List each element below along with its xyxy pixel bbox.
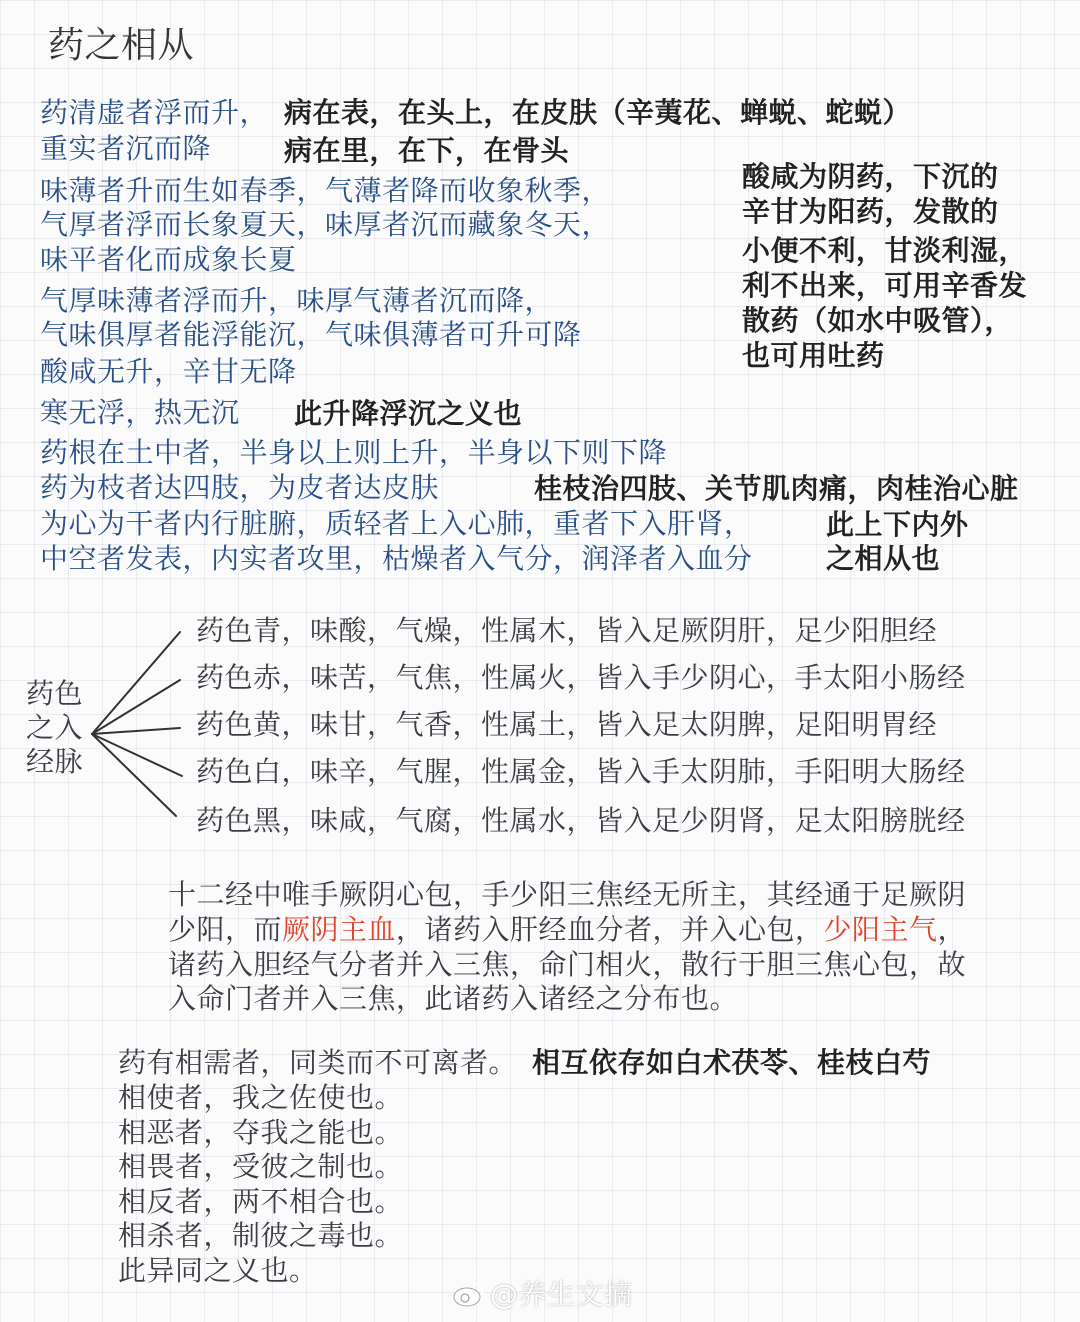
colors-label-line: 药色	[26, 677, 84, 710]
colors-label-line: 经脉	[26, 745, 84, 778]
line-9-blue: 寒无浮，热无沉	[40, 396, 240, 429]
relations-line-1-a: 药有相需者，同类而不可离者。	[118, 1046, 518, 1079]
line-13-blue: 中空者发表，内实者攻里，枯燥者入气分，润泽者入血分	[40, 542, 753, 575]
branch-line-3	[92, 728, 180, 734]
line-8: 酸咸无升，辛甘无降	[40, 355, 297, 388]
relations-line: 此异同之义也。	[118, 1254, 318, 1287]
color-item-white: 药色白，味辛，气腥，性属金，皆入手太阴肺，手阳明大肠经	[196, 755, 966, 788]
branch-line-4	[92, 734, 182, 776]
jueyin-blood-highlight: 厥阴主血	[282, 913, 397, 946]
branch-line-5	[92, 734, 176, 816]
line-11-blue: 药为枝者达四肢，为皮者达皮肤	[40, 471, 440, 504]
line-12-blue: 为心为干者内行脏腑，质轻者上入心肺，重者下入肝肾，	[40, 507, 753, 540]
line-2-black: 病在里，在下，在骨头	[284, 134, 570, 167]
branch-line-2	[92, 680, 180, 734]
line-4: 气厚者浮而长象夏天，味厚者沉而藏象冬天，	[40, 208, 611, 241]
line-1-black: 病在表，在头上，在皮肤（辛荑花、蝉蜕、蛇蜕）	[284, 96, 912, 129]
relations-line: 相畏者，受彼之制也。	[118, 1150, 404, 1183]
line-12-black: 此上下内外	[826, 508, 969, 541]
side-note-line: 辛甘为阳药，发散的	[742, 195, 999, 228]
twelve-line-2	[168, 913, 967, 946]
side-note-line: 利不出来，可用辛香发	[742, 269, 1028, 302]
twelve-line-2-a: 少阳，而	[168, 913, 283, 946]
side-note-line: 散药（如水中吸管），	[742, 304, 1014, 337]
side-note-line: 也可用吐药	[742, 339, 885, 372]
relations-line: 相恶者，夺我之能也。	[118, 1116, 404, 1149]
line-9-black: 此升降浮沉之义也	[294, 397, 523, 430]
line-5: 味平者化而成象长夏	[40, 243, 297, 276]
twelve-line-2-c: ，	[937, 913, 967, 946]
shaoyang-qi-highlight: 少阳主气	[823, 913, 938, 946]
line-6: 气厚味薄者浮而升，味厚气薄者沉而降，	[40, 284, 554, 317]
line-11-black: 桂枝治四肢、关节肌肉痛，肉桂治心脏	[534, 472, 1019, 505]
relations-line: 相使者，我之佐使也。	[118, 1081, 404, 1114]
line-13-black: 之相从也	[826, 542, 941, 575]
weibo-icon	[452, 1280, 486, 1310]
color-item-green: 药色青，味酸，气燥，性属木，皆入足厥阴肝，足少阳胆经	[196, 614, 938, 647]
relations-line: 相反者，两不相合也。	[118, 1185, 404, 1218]
page-title: 药之相从	[48, 25, 195, 66]
twelve-line-1: 十二经中唯手厥阴心包，手少阳三焦经无所主，其经通于足厥阴	[168, 878, 967, 911]
side-note-line: 酸咸为阴药，下沉的	[742, 160, 999, 193]
relations-line-1-b: 相互依存如白术茯苓、桂枝白芍	[532, 1046, 932, 1079]
twelve-line-2-b: ，诸药入肝经血分者，并入心包，	[396, 913, 824, 946]
side-note-line: 小便不利，甘淡利湿，	[742, 234, 1028, 267]
branch-line-1	[92, 632, 180, 734]
color-item-yellow: 药色黄，味甘，气香，性属土，皆入足太阴脾，足阳明胃经	[196, 708, 938, 741]
line-3: 味薄者升而生如春季，气薄者降而收象秋季，	[40, 174, 611, 207]
line-1-blue: 药清虚者浮而升，	[40, 96, 269, 129]
line-10: 药根在土中者，半身以上则上升，半身以下则下降	[40, 436, 668, 469]
twelve-line-4: 入命门者并入三焦，此诸药入诸经之分布也。	[168, 982, 739, 1015]
line-7: 气味俱厚者能浮能沉，气味俱薄者可升可降	[40, 318, 582, 351]
twelve-line-3: 诸药入胆经气分者并入三焦，命门相火，散行于胆三焦心包，故	[168, 948, 967, 981]
relations-line: 相杀者，制彼之毒也。	[118, 1219, 404, 1252]
color-item-black: 药色黑，味咸，气腐，性属水，皆入足少阴肾，足太阳膀胱经	[196, 804, 966, 837]
color-item-red: 药色赤，味苦，气焦，性属火，皆入手少阴心，手太阳小肠经	[196, 661, 966, 694]
watermark-text: @养生文摘	[490, 1278, 633, 1311]
line-2-blue: 重实者沉而降	[40, 132, 212, 165]
colors-label-line: 之入	[26, 711, 84, 744]
